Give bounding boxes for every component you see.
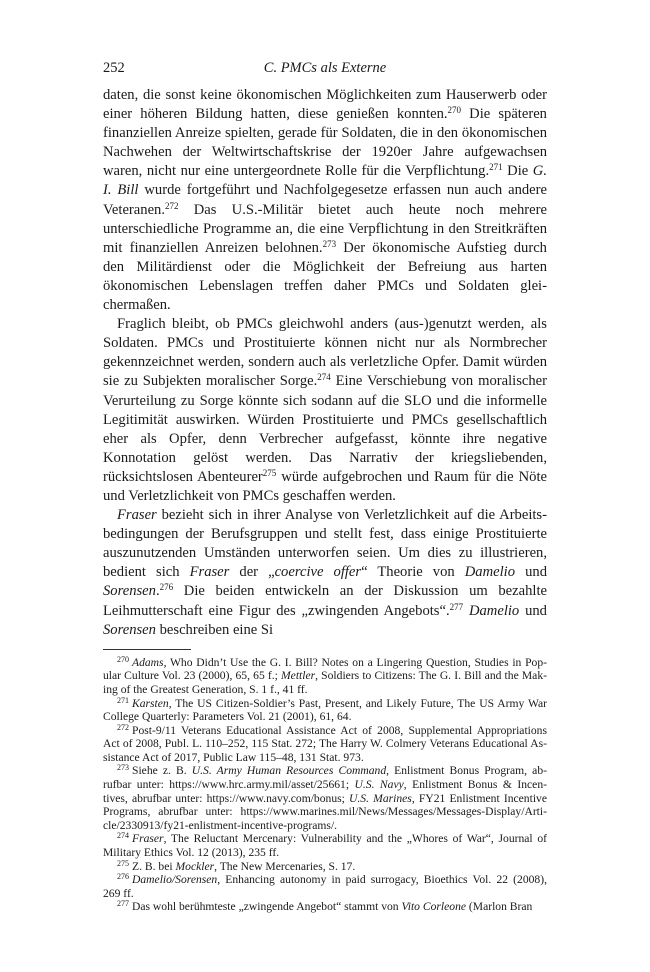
footnotes <box>103 656 547 914</box>
page-header <box>103 60 547 86</box>
book-page <box>103 60 547 914</box>
footnote-275: $^{275}$ Z. B. bei Mockler, The New Mercenaries, S. 17. <box>117 858 356 873</box>
footnote-ref-277[interactable]: 277 <box>449 601 464 612</box>
footnote-ref-271[interactable]: 271 <box>489 162 503 173</box>
footnote-ref-275[interactable]: 275 <box>262 467 277 478</box>
paragraph-3: Fraser bezieht sich in ihrer Analyse von Verletzlichkeit auf die Arbeitsbedingungen der Berufsgruppen und stellt fest, dass einige Prostituierte auszunutzenden Umständen unterworfen seien. Um dies zu illustrieren, bedient sich Fraser der „coercive offer“ Theorie von Damelio und Sorensen.$^{276}$ Die beiden entwickeln an der Diskussion um bezahlte Leihmutterschaft eine Figur des „zwingenden Angebots“.$^{277}$ Damelio und Sorensen beschreiben eine Si <box>103 507 547 638</box>
footnote-273: $^{273}$ Siehe z. B. U.S. Army Human Resources Command, Enlistment Bonus Program, abrufbar unter: https://www.hrc.army.mil/asset/25661; U.S. Navy, Enlistment Bonus & Incentives, abrufbar unter: https://www.navy.com/bonus; U.S. Marines, FY21 Enlistment Incentive Programs, abrufbar unter: https://www.marines.mil/News/Messages/Messages-Display/Article/2330913/fy21-enlistment-incentive-programs/. <box>103 763 547 832</box>
footnote-divider <box>103 649 191 650</box>
footnote-277: $^{277}$ Das wohl berühmteste „zwingende Angebot“ stammt von Vito Corleone (Marlon Bran <box>117 899 533 914</box>
footnote-ref-270[interactable]: 270 <box>447 105 462 116</box>
footnote-ref-272[interactable]: 272 <box>165 200 179 211</box>
main-text <box>103 86 547 640</box>
footnote-271: $^{271}$ Karsten, The US Citizen-Soldier’s Past, Present, and Likely Future, The US Army War College Quarterly: Parameters Vol. 21 (2001), 61, 64. <box>103 695 547 724</box>
page-number: 252 <box>103 60 125 76</box>
footnote-ref-276[interactable]: 276 <box>159 582 174 593</box>
footnote-ref-273[interactable]: 273 <box>322 238 337 249</box>
paragraph-1: daten, die sonst keine ökonomischen Möglichkeiten zum Hauserwerb oder einer höheren Bildung hatten, diese genießen konnten.$^{270}$ Die späteren finanziellen Anreize spielten, gerade für Soldaten, die in den ökonomischen Nachwehen der Weltwirtschaftskrise der 1920er Jahre aufgewachsen waren, nicht nur eine untergeordnete Rolle für die Verpflichtung.$^{271}$ Die G. I. Bill wurde fortgeführt und Nachfolgegesetze erfassen nun auch andere Veteranen.$^{272}$ Das U.S.-Militär bietet auch heute noch mehrere unterschiedliche Programme an, die eine Verpflichtung in den Streitkräften mit finanziellen Anreizen belohnen.$^{273}$ Der ökonomische Aufstieg durch den Militärdienst oder die Möglichkeit der Befreiung aus harten ökonomischen Lebenslagen treffen daher PMCs und Soldaten gleichermaßen. <box>103 87 547 314</box>
footnote-272: $^{272}$ Post-9/11 Veterans Educational Assistance Act of 2008, Supplemental Appropriations Act of 2008, Publ. L. 110–252, 115 Stat. 272; The Harry W. Colmery Veterans Educational Assistance Act of 2017, Public Law 115–48, 131 Stat. 973. <box>103 722 547 764</box>
footnote-270: $^{270}$ Adams, Who Didn’t Use the G. I. Bill? Notes on a Lingering Question, Studies in Popular Culture Vol. 23 (2000), 65, 65 f.; Mettler, Soldiers to Citizens: The G. I. Bill and the Making of the Greatest Generation, S. 1 f., 41 ff. <box>103 654 547 696</box>
footnote-ref-274[interactable]: 274 <box>317 372 331 383</box>
footnote-274: $^{274}$ Fraser, The Reluctant Mercenary: Vulnerability and the „Whores of War“, Journal of Military Ethics Vol. 12 (2013), 235 ff. <box>103 831 547 860</box>
paragraph-2: Fraglich bleibt, ob PMCs gleichwohl anders (aus-)genutzt werden, als Soldaten. PMCs und Prostituierte können nicht nur als Normbrecher gekennzeichnet werden, sondern auch als verletzliche Opfer. Damit würden sie zu Subjekten moralischer Sorge.$^{274}$ Eine Verschiebung von moralischer Verurteilung zu Sorge könnte sich sodann auf die SLO und die informelle Legitimität auswirken. Würden Prostituierte und PMCs gesellschaftlich eher als Opfer, denn Verbrecher aufgefasst, könnte ihre negative Konnotation gelöst werden. Das Narrativ der kriegsliebenden, rücksichtslosen Abenteurer$^{275}$ würde aufgebrochen und Raum für die Nöte und Verletzlichkeit von PMCs geschaffen werden. <box>103 316 548 504</box>
running-title: C. PMCs als Externe <box>263 60 387 76</box>
footnote-276: $^{276}$ Damelio/Sorensen, Enhancing autonomy in paid surrogacy, Bioethics Vol. 22 (2008), 269 ff. <box>103 872 547 900</box>
